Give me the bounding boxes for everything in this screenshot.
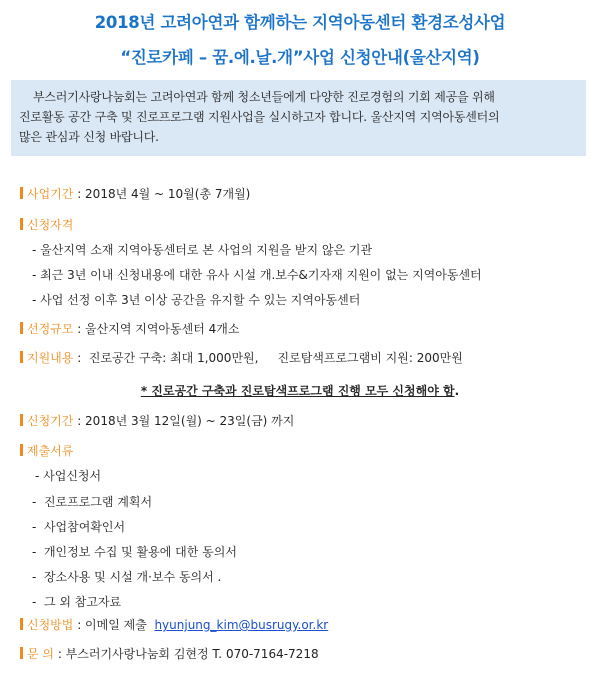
section-marker (20, 618, 23, 630)
list-item: - 그 외 참고자료 (32, 595, 122, 609)
list-item: - 사업참여확인서 (32, 520, 126, 534)
list-item: - 장소사용 및 시설 개·보수 동의서 . (32, 570, 222, 584)
section-period (20, 186, 250, 202)
section-value: : 2018년 4월 ~ 10월(총 7개월) (73, 187, 251, 201)
section-label: 선정규모 (27, 322, 74, 336)
notice-note (0, 382, 600, 399)
section-eligibility (20, 217, 73, 233)
section-method (20, 617, 328, 633)
note-dot: . (454, 384, 460, 398)
section-contact (20, 646, 319, 662)
section-value: : 이메일 제출 (73, 618, 155, 632)
email-link[interactable]: hyunjung_kim@busrugy.or.kr (154, 618, 329, 632)
list-item: - 사업 선정 이후 3년 이상 공간을 유지할 수 있는 지역아동센터 (32, 293, 361, 307)
section-support (20, 350, 463, 366)
list-item: - 개인정보 수집 및 활용에 대한 동의서 (32, 545, 237, 559)
list-item: - 울산지역 소재 지역아동센터로 본 사업의 지원을 받지 않은 기관 (32, 243, 373, 257)
section-label: 사업기간 (27, 187, 74, 201)
list-item: - 최근 3년 이내 신청내용에 대한 유사 시설 개.보수&기자재 지원이 없는 지역아동센터 (32, 268, 482, 282)
section-label: 지원내용 (27, 351, 74, 365)
section-marker (20, 444, 23, 456)
section-label: 문 의 (27, 647, 54, 661)
section-marker (20, 647, 23, 659)
section-value: : 울산지역 지역아동센터 4개소 (73, 322, 240, 336)
section-value: : 진로공간 구축: 최대 1,000만원, 진로탐색프로그램비 지원: 200만원 (73, 351, 463, 365)
section-apply-period (20, 413, 294, 429)
section-marker (20, 351, 23, 363)
section-label: 제출서류 (27, 444, 74, 458)
list-item: - 진로프로그램 계획서 (32, 495, 153, 509)
section-label: 신청기간 (27, 414, 74, 428)
title-line-2: “진로카페 – 꿈.에.날.개”사업 신청안내(울산지역) (120, 48, 480, 67)
intro-box (11, 80, 586, 156)
section-label: 신청방법 (27, 618, 74, 632)
section-marker (20, 187, 23, 199)
list-item: - 사업신청서 (35, 469, 102, 483)
section-marker (20, 322, 23, 334)
intro-line-1: 부스러기사랑나눔회는 고려아연과 함께 청소년들에게 다양한 진로경험의 기회 제공을 위해 (33, 90, 495, 104)
intro-line-2: 진로활동 공간 구축 및 진로프로그램 지원사업을 실시하고자 합니다. 울산지역 지역아동센터의 (19, 110, 500, 124)
section-marker (20, 414, 23, 426)
note-text: * 진로공간 구축과 진로탐색프로그램 진행 모두 신청해야 함 (140, 384, 455, 398)
title-line-1: 2018년 고려아연과 함께하는 지역아동센터 환경조성사업 (94, 13, 506, 32)
section-value: : 2018년 3월 12일(월) ~ 23일(금) 까지 (73, 414, 295, 428)
intro-line-3: 많은 관심과 신청 바랍니다. (19, 130, 159, 144)
section-label: 신청자격 (27, 218, 74, 232)
section-marker (20, 218, 23, 230)
section-value: : 부스러기사랑나눔회 김현정 T. 070-7164-7218 (54, 647, 319, 661)
section-documents (20, 443, 73, 459)
section-scale (20, 321, 239, 337)
